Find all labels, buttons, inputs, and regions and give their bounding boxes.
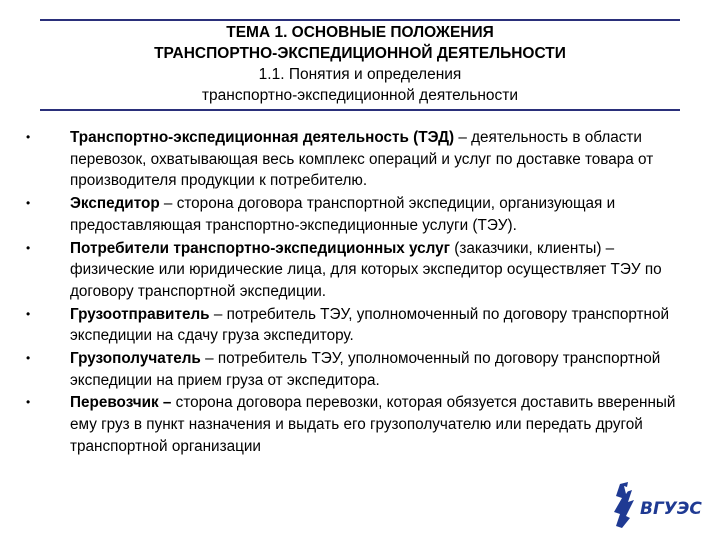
definition-term: Перевозчик –	[70, 394, 172, 412]
slide-subtitle-line-1: 1.1. Понятия и определения	[258, 66, 462, 83]
definition-text: – потребитель ТЭУ, уполномоченный по договору транспортной экспедиции на прием груза от экспедитора.	[70, 350, 661, 389]
slide-title-line-1: ТЕМА 1. ОСНОВНЫЕ ПОЛОЖЕНИЯ	[226, 24, 494, 41]
definition-item	[22, 238, 682, 303]
slide-header	[40, 22, 680, 106]
definition-text: – потребитель ТЭУ, уполномоченный по договору транспортной экспедиции на сдачу груза экспедитору.	[70, 305, 670, 345]
bullet-icon: •	[26, 395, 31, 410]
definition-item	[22, 304, 682, 347]
bullet-icon: •	[26, 130, 31, 144]
bullet-icon: •	[26, 240, 31, 255]
header-bottom-rule	[40, 109, 680, 111]
definition-term: Грузополучатель	[70, 350, 201, 368]
bullet-icon: •	[26, 196, 31, 211]
university-logo-icon	[612, 478, 712, 532]
definition-term: Экспедитор	[70, 195, 160, 213]
bullet-icon: •	[26, 306, 31, 321]
definition-text: – сторона договора транспортной экспедиции, организующая и предоставляющая транспортно-экспедиционные услуги (ТЭУ).	[70, 195, 616, 234]
definitions-list	[22, 127, 682, 459]
definition-text: сторона договора перевозки, которая обязуется доставить вверенный ему груз в пункт назначения и выдать его грузополучателю или передать другой транспортной организации	[70, 394, 676, 455]
slide-title-line-2: ТРАНСПОРТНО-ЭКСПЕДИЦИОННОЙ ДЕЯТЕЛЬНОСТИ	[154, 45, 566, 62]
definition-item	[22, 127, 682, 192]
definition-item	[22, 193, 682, 236]
definition-text: – деятельность в области перевозок, охватывающая весь комплекс операций и услуг по доставке товара от производителя продукции к потребителю.	[70, 129, 654, 190]
definition-text: (заказчики, клиенты) – физические или юридические лица, для которых экспедитор осуществляет ТЭУ по договору транспортной экспедиции.	[70, 239, 662, 300]
university-logo	[612, 478, 712, 532]
header-top-rule	[40, 19, 680, 21]
definition-term: Грузоотправитель	[70, 305, 210, 323]
definition-item	[22, 392, 682, 457]
slide-subtitle-line-2: транспортно-экспедиционной деятельности	[201, 87, 519, 104]
bullet-icon: •	[26, 351, 31, 366]
definition-term: Потребители транспортно-экспедиционных услуг	[70, 239, 451, 257]
university-logo-text: ВГУЭС	[640, 499, 702, 519]
definition-item	[22, 348, 682, 391]
definition-term: Транспортно-экспедиционная деятельность (ТЭД)	[70, 129, 455, 146]
